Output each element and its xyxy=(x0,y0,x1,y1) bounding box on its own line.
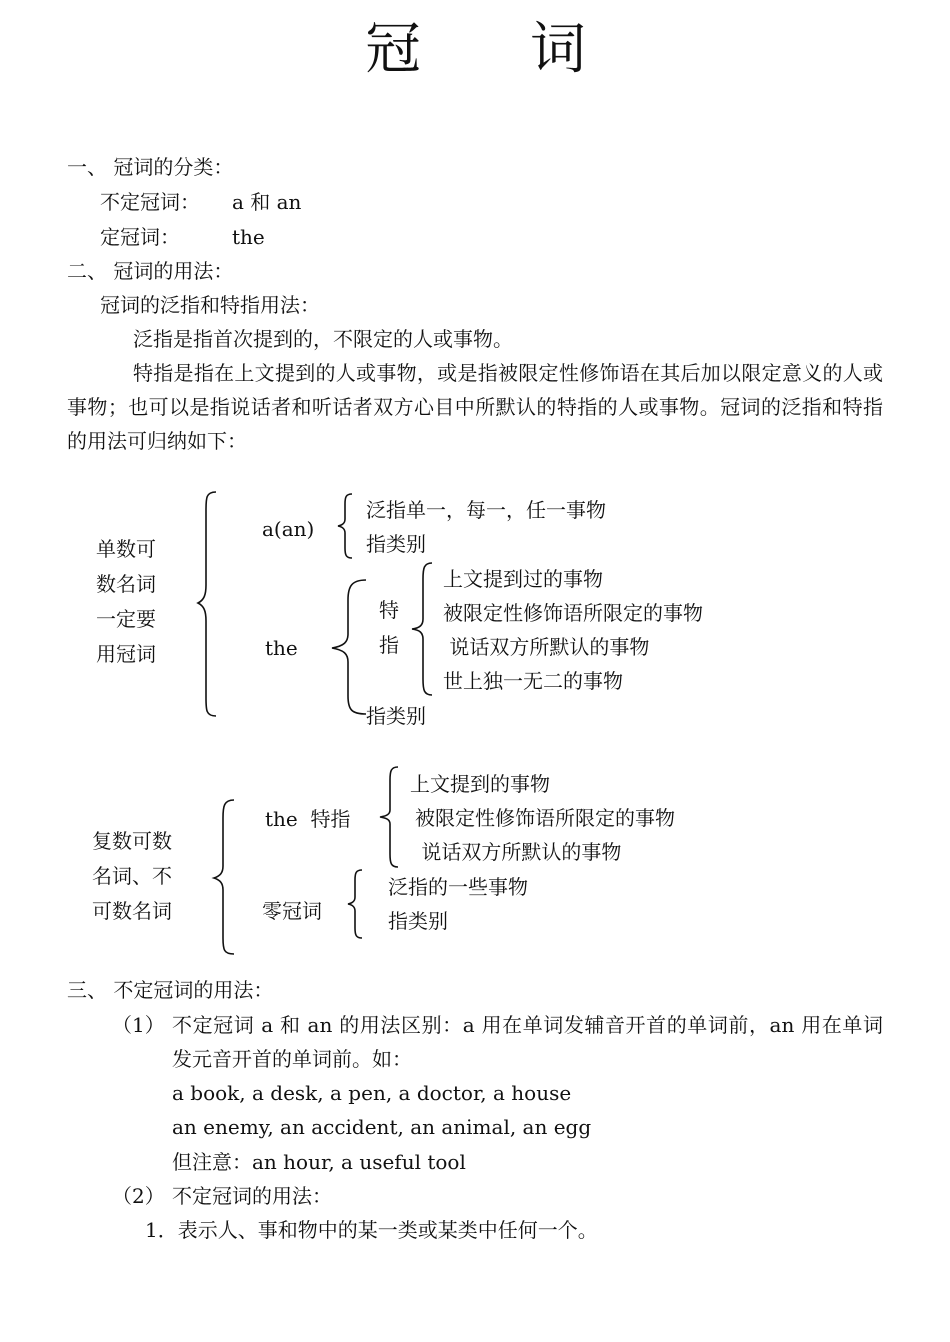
page-title-char-1: 冠 xyxy=(365,17,421,82)
item1-number: （1） xyxy=(112,1013,165,1037)
diagram2-root-label xyxy=(92,824,188,929)
diagram2-root-line: 可数名词 xyxy=(92,899,172,923)
section3-heading: 三、 不定冠词的用法： xyxy=(67,978,274,1002)
section2-heading: 二、 冠词的用法： xyxy=(67,259,234,283)
section1-heading: 一、 冠词的分类： xyxy=(67,155,234,179)
diagram1-root-line: 一定要 xyxy=(96,607,156,631)
specific-char: 指 xyxy=(379,633,399,657)
item2-text: 不定冠词的用法： xyxy=(172,1184,332,1208)
zero-article-brace xyxy=(346,868,366,940)
specific-definition: 特指是指在上文提到的人或事物，或是指被限定性修饰语在其后加以限定意义的人或事物；也可以是指说话者和听话者双方心目中所默认的特指的人或事物。冠词的泛指和特指的用法可归纳如下： xyxy=(67,361,883,453)
diagram1-root-label xyxy=(96,532,168,672)
indefinite-article-value: a 和 an xyxy=(232,190,302,214)
page-title-char-2: 词 xyxy=(530,17,586,82)
the-specific-brace xyxy=(378,765,402,871)
zero-article-label: 零冠词 xyxy=(262,899,322,923)
zero-article-item: 指类别 xyxy=(388,909,448,933)
a-an-item: 泛指单一，每一，任一事物 xyxy=(366,498,606,522)
example-a: a book, a desk, a pen, a doctor, a house xyxy=(172,1081,572,1105)
diagram2-main-brace xyxy=(212,798,238,958)
diagram1-main-brace xyxy=(196,490,220,720)
diagram2-root-line: 复数可数 xyxy=(92,829,172,853)
the-specific-item: 被限定性修饰语所限定的事物 xyxy=(415,806,675,830)
specific-item: 世上独一无二的事物 xyxy=(443,669,623,693)
specific-brace xyxy=(410,561,434,699)
diagram1-root-line: 用冠词 xyxy=(96,642,156,666)
example-an: an enemy, an accident, an animal, an egg xyxy=(172,1115,592,1139)
specific-item: 被限定性修饰语所限定的事物 xyxy=(443,601,703,625)
diagram2-root-line: 名词、不 xyxy=(92,864,172,888)
definite-article-value: the xyxy=(232,225,265,249)
definite-article-label: 定冠词： xyxy=(100,225,180,249)
a-an-label: a(an) xyxy=(262,517,315,541)
note-exceptions: 但注意：an hour, a useful tool xyxy=(172,1150,466,1174)
the-specific-label: the 特指 xyxy=(265,807,351,831)
specific-label xyxy=(379,593,403,663)
specific-item: 说话双方所默认的事物 xyxy=(443,635,650,659)
specific-char: 特 xyxy=(379,598,399,622)
sub-item-1: 1．表示人、事和物中的某一类或某类中任何一个。 xyxy=(145,1218,598,1242)
a-an-brace xyxy=(336,492,356,560)
a-an-item: 指类别 xyxy=(366,532,426,556)
class-item: 指类别 xyxy=(366,704,426,728)
item1-text: 不定冠词 a 和 an 的用法区别：a 用在单词发辅音开首的单词前，an 用在单词发元音开首的单词前。如： xyxy=(172,1013,883,1071)
indefinite-article-label: 不定冠词： xyxy=(100,190,200,214)
the-brace xyxy=(330,578,370,718)
the-specific-item: 说话双方所默认的事物 xyxy=(415,840,622,864)
the-label: the xyxy=(265,636,298,660)
section2-subheading: 冠词的泛指和特指用法： xyxy=(100,293,320,317)
diagram1-root-line: 单数可 xyxy=(96,537,156,561)
the-specific-item: 上文提到的事物 xyxy=(410,772,550,796)
generic-definition: 泛指是指首次提到的，不限定的人或事物。 xyxy=(133,327,513,351)
zero-article-item: 泛指的一些事物 xyxy=(388,875,528,899)
specific-item: 上文提到过的事物 xyxy=(443,567,603,591)
item2-number: （2） xyxy=(112,1184,165,1208)
diagram1-root-line: 数名词 xyxy=(96,572,156,596)
